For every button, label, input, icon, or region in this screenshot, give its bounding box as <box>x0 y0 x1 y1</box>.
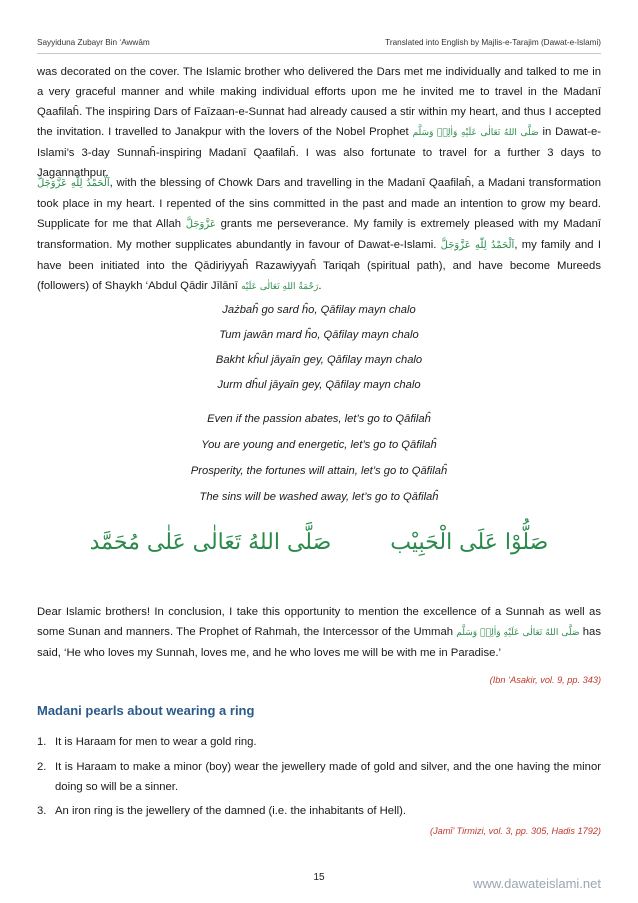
paragraph-2-text-a: , with the blessing of Chowk Dars and travelling in the Madanī Qaafilaĥ, a Madani transformation took place in my heart. I repented of the sins committed in the past and made an intention to grow my beard. Supplicate for me that Allah <box>37 177 601 230</box>
list-number: 1. <box>37 736 47 748</box>
paragraph-1-text-a: was decorated on the cover. The Islamic brother who delivered the Dars met me individually and talked to me in a very graceful manner and while making individual efforts upon me he invited me to travel in the Madanī Qaafilaĥ. The inspiring Dars of Faīzaan-e-Sunnat had already caused a stir within my heart, and thus I accepted the invitation. I travelled to Janakpur with the lovers of the Nobel Prophet <box>37 66 601 138</box>
salutation-arabic-2: صَلَّى اللهُ تَعَالٰى عَلَيْهِ وَاٰلِهٖ وَسَلَّم <box>456 628 580 638</box>
reference-tirmizi: (Jamī’ Tirmizi, vol. 3, pp. 305, Hadis 1792) <box>430 826 601 836</box>
section-heading: Madani pearls about wearing a ring <box>37 703 255 718</box>
urdu-verse-2: Tum jawān mard ĥo, Qāfilay mayn chalo <box>219 329 419 341</box>
paragraph-2-text-b: grants me perseverance. My family is extremely pleased with my Madanī transformation. My mother supplicates abundantly in favour of Dawat-e-Islami. <box>37 218 601 251</box>
list-item <box>37 732 601 752</box>
paragraph-2-text-d: . <box>318 280 322 292</box>
salat-calligraphy <box>37 530 601 555</box>
website-watermark: www.dawateislami.net <box>473 876 601 891</box>
alhamdulillah-arabic: اَلْحَمْدُ لِلّٰهِ عَزَّوَجَلَّ <box>37 178 110 189</box>
page-header <box>37 38 601 52</box>
header-divider <box>37 53 601 54</box>
alhamdulillah-arabic-2: اَلْحَمْدُ لِلّٰهِ عَزَّوَجَلَّ <box>440 240 515 251</box>
paragraph-2-text-c: , my family and I have been initiated into the Qādiriyyaĥ Razawiyyaĥ Tariqah (spiritual path), and have become Mureeds (followers) of Shaykh ‘Abdul Qādir Jīlānī <box>37 239 601 292</box>
urdu-verse-1: Jażbaĥ go sard ĥo, Qāfilay mayn chalo <box>222 304 416 316</box>
english-verse-2: You are young and energetic, let’s go to Qāfilaĥ <box>201 439 437 451</box>
list-text: An iron ring is the jewellery of the damned (i.e. the inhabitants of Hell). <box>55 805 407 817</box>
paragraph-1-text-b: in Dawat-e-Islami’s 3-day Sunnaĥ-inspiring Madanī Qaafilaĥ. I was also fortunate to travel for a further 3 days to Jagannathpur. <box>37 126 602 179</box>
list-item <box>37 801 601 821</box>
paragraph-3-text-b: has said, ‘He who loves my Sunnah, loves me, and he who loves me will be with me in Paradise.’ <box>37 626 601 659</box>
urdu-verse-4: Jurm dĥul jāyaīn gey, Qāfilay mayn chalo <box>217 379 421 391</box>
english-verse-4: The sins will be washed away, let’s go to Qāfilaĥ <box>199 491 439 503</box>
paragraph-2 <box>37 173 601 297</box>
list-item <box>37 757 601 797</box>
paragraph-3-text-a: Dear Islamic brothers! In conclusion, I take this opportunity to mention the excellence of a Sunnah as well as some Sunan and manners. The Prophet of Rahmah, the Intercessor of the Ummah <box>37 606 601 638</box>
salat-left: صَلَّى اللهُ تَعَالٰى عَلٰى مُحَمَّد <box>89 530 332 555</box>
salutation-arabic: صَلَّى اللهُ تَعَالٰى عَلَيْهِ وَاٰلِهٖ وَسَلَّم <box>412 128 539 138</box>
reference-ibn-asakir: (Ibn ‘Asakir, vol. 9, pp. 343) <box>489 675 601 685</box>
header-book-title: Sayyiduna Zubayr Bin ‘Awwām <box>37 38 150 47</box>
english-verse-3: Prosperity, the fortunes will attain, let’s go to Qāfilaĥ <box>190 465 448 477</box>
list-text: It is Haraam to make a minor (boy) wear the jewellery made of gold and silver, and the one having the minor doing so will be a sinner. <box>55 761 601 793</box>
urdu-verse-3: Bakht kĥul jāyaīn gey, Qāfilay mayn chalo <box>215 354 423 366</box>
paragraph-3 <box>37 602 601 663</box>
rahmatullah-arabic: رَحْمَةُ اللهِ تَعَالٰى عَلَيْه <box>241 282 319 292</box>
list-number: 3. <box>37 805 47 817</box>
azzawajal-arabic: عَزَّوَجَلَّ <box>185 219 216 230</box>
paragraph-1 <box>37 62 601 183</box>
header-translator: Translated into English by Majlis-e-Tarajim (Dawat-e-Islami) <box>385 38 601 47</box>
english-verse-1: Even if the passion abates, let’s go to Qāfilaĥ <box>207 413 431 425</box>
list-text: It is Haraam for men to wear a gold ring. <box>55 736 257 748</box>
salat-right: صَلُّوْا عَلَى الْحَبِيْب <box>390 530 549 555</box>
page-number: 15 <box>313 872 325 883</box>
list-number: 2. <box>37 761 47 773</box>
